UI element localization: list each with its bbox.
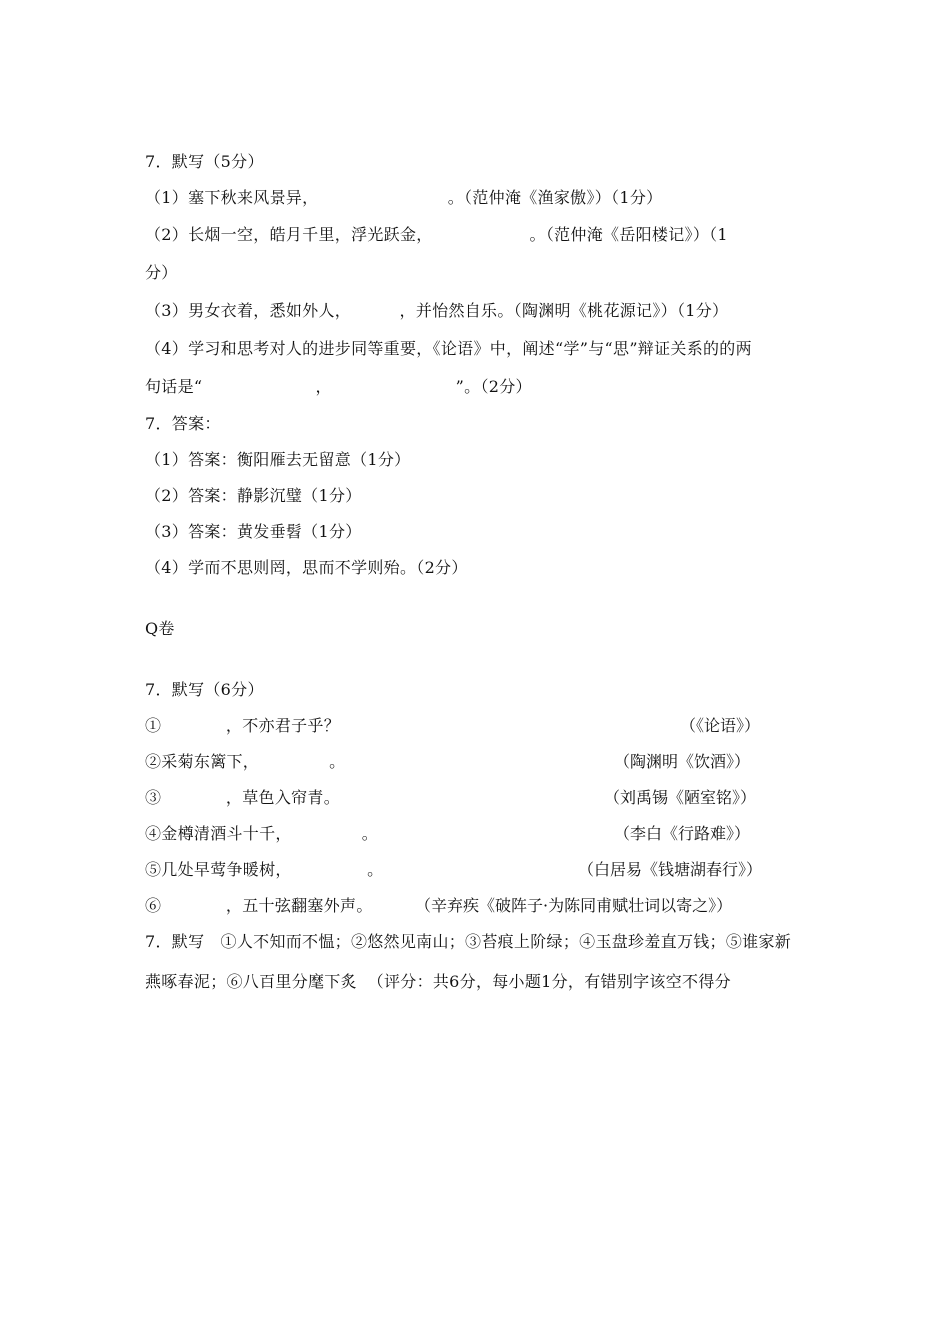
q-volume-label: Q卷 <box>145 619 175 638</box>
section-a-item-4: （4）学习和思考对人的进步同等重要，《论语》中，阐述“学”与“思”辩证关系的的两 <box>145 339 752 358</box>
section-a-item-2-cont: 分） <box>145 263 178 282</box>
section-q-title: 7．默写（6分） <box>145 680 264 699</box>
section-q-item-6-source: （辛弃疾《破阵子·为陈同甫赋壮词以寄之》） <box>415 896 733 915</box>
section-a-item-4-cont: 句话是“ ， ”。（2分） <box>145 377 532 396</box>
section-a-answer-1: （1）答案：衡阳雁去无留意（1分） <box>145 450 411 469</box>
section-a-item-2: （2）长烟一空，皓月千里，浮光跃金， 。（范仲淹《岳阳楼记》）（1 <box>145 225 728 244</box>
section-a-answer-3: （3）答案：黄发垂髫（1分） <box>145 522 362 541</box>
section-q-item-5: ⑤几处早莺争暖树， 。 <box>145 860 384 879</box>
section-q-item-4: ④金樽清酒斗十千， 。 <box>145 824 379 843</box>
section-q-item-5-source: （白居易《钱塘湖春行》） <box>578 860 763 879</box>
section-a-item-1: （1）塞下秋来风景异， 。（范仲淹《渔家傲》）（1分） <box>145 188 663 207</box>
section-q-item-2-source: （陶渊明《饮酒》） <box>614 752 751 771</box>
section-q-item-3-source: （刘禹锡《陋室铭》） <box>604 788 757 807</box>
section-a-answer-2: （2）答案：静影沉璧（1分） <box>145 486 362 505</box>
section-q-answer-line-2: 燕啄春泥；⑥八百里分麾下炙 （评分：共6分，每小题1分，有错别字该空不得分 <box>145 972 731 991</box>
section-q-item-1: ① ，不亦君子乎？ <box>145 716 341 735</box>
section-q-item-3: ③ ，草色入帘青。 <box>145 788 341 807</box>
section-q-item-1-source: （《论语》） <box>680 716 761 735</box>
section-a-answer-title: 7．答案： <box>145 414 221 433</box>
section-q-answer-line-1: 7．默写 ①人不知而不愠；②悠然见南山；③苔痕上阶绿；④玉盘珍羞直万钱；⑤谁家新 <box>145 932 792 951</box>
section-q-item-4-source: （李白《行路难》） <box>614 824 751 843</box>
section-a-item-3: （3）男女衣着，悉如外人， ，并怡然自乐。（陶渊明《桃花源记》）（1分） <box>145 301 729 320</box>
section-a-answer-4: （4）学而不思则罔，思而不学则殆。（2分） <box>145 558 468 577</box>
section-q-item-6: ⑥ ，五十弦翻塞外声。 <box>145 896 373 915</box>
section-a-title: 7．默写（5分） <box>145 152 264 171</box>
section-q-item-2: ②采菊东篱下， 。 <box>145 752 346 771</box>
